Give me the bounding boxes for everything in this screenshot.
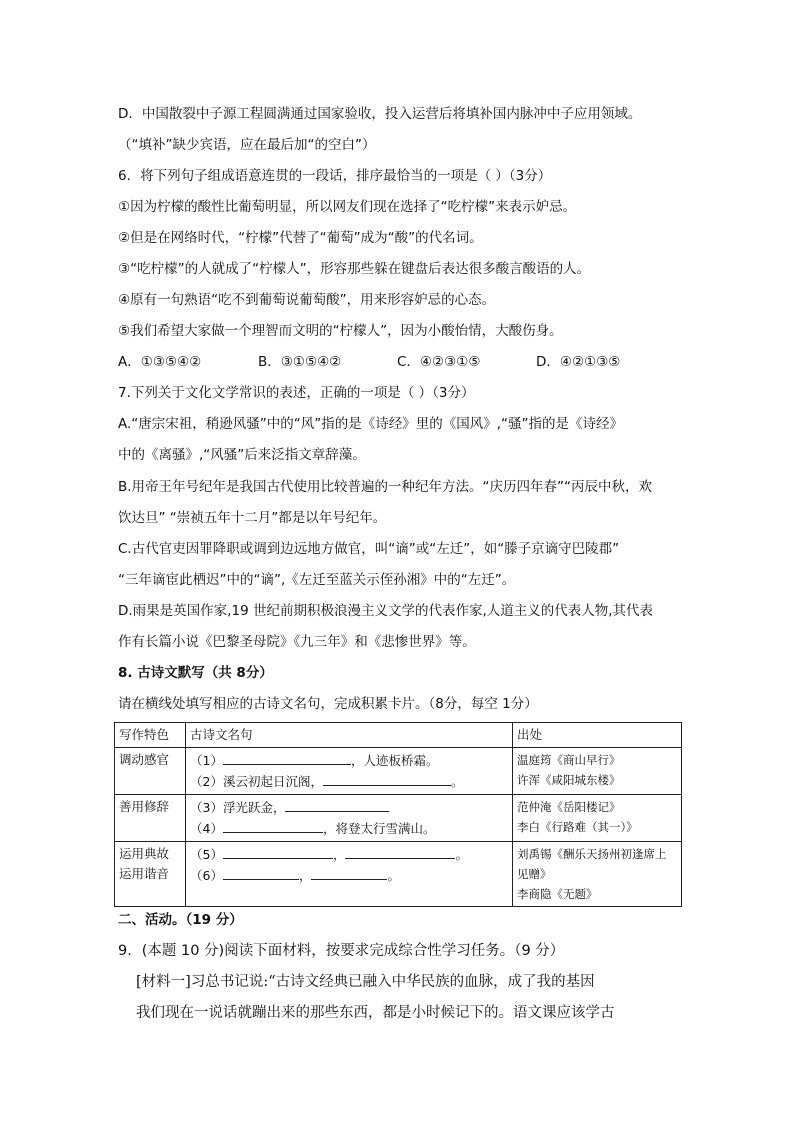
- answer-blank-2[interactable]: [323, 771, 451, 786]
- source-3: 范仲淹《岳阳楼记》: [517, 800, 621, 814]
- table-row: [115, 748, 682, 795]
- option-d-note: （“填补”缺少宾语，应在最后加“的空白”）: [118, 137, 376, 153]
- option-d: D．中国散裂中子源工程圆满通过国家验收，投入运营后将填补国内脉冲中子应用领域。: [118, 106, 642, 122]
- feature-cell: 善用修辞: [115, 795, 186, 842]
- source-5: 刘禹锡《酬乐天扬州初逢席上: [517, 847, 667, 861]
- line-prefix: （4）: [190, 821, 223, 836]
- answer-blank-1[interactable]: [223, 750, 351, 765]
- feature-line-2: 运用谐音: [119, 866, 170, 881]
- header-lines: 古诗文名句: [186, 723, 513, 748]
- answer-blank-6[interactable]: [345, 844, 455, 859]
- table-header-row: [115, 723, 682, 748]
- q7-option-d-line1: D.雨果是英国作家,19 世纪前期积极浪漫主义文学的代表作家,人道主义的代表人物,其代表: [118, 603, 654, 619]
- q7-option-c-line1: C.古代官吏因罪降职或调到边远地方做官，叫“谪”或“左迁”，如“滕子京谪守巴陵郡”: [118, 541, 620, 557]
- question-8-instructions: 请在横线处填写相应的古诗文名句，完成积累卡片。（8分，每空 1分）: [118, 696, 538, 712]
- line-mid: ，: [332, 847, 346, 862]
- line-prefix: （5）: [190, 847, 223, 862]
- line-suffix: 。: [455, 847, 468, 862]
- source-cell: [513, 748, 682, 795]
- header-source: 出处: [513, 723, 682, 748]
- line-suffix: ，将登太行雪满山。: [322, 821, 436, 836]
- q6-option-c: C．④②③①⑤: [397, 354, 481, 370]
- answer-blank-4[interactable]: [223, 818, 323, 833]
- q6-option-b: B．③①⑤④②: [258, 354, 342, 370]
- q7-option-a-line1: A.“唐宗宋祖，稍逊风骚”中的“风”指的是《诗经》里的《国风》,“骚”指的是《诗经》: [118, 416, 624, 432]
- line-suffix: ，人迹板桥霜。: [350, 753, 439, 768]
- line-prefix: （3）浮光跃金，: [190, 800, 286, 815]
- question-7-stem: 7.下列关于文化文学常识的表述，正确的一项是（ ）（3分）: [118, 385, 475, 401]
- answer-blank-8[interactable]: [311, 865, 387, 880]
- question-8-title: 8. 古诗文默写（共 8分）: [118, 665, 273, 681]
- q7-option-b-line2: 饮达旦” “崇祯五年十二月”都是以年号纪年。: [118, 510, 387, 526]
- line-mid: ，: [298, 868, 312, 883]
- q7-option-a-line2: 中的《离骚》,“风骚”后来泛指文章辞藻。: [118, 447, 366, 463]
- line-prefix: （1）: [190, 753, 223, 768]
- line-suffix: 。: [450, 774, 464, 789]
- q6-option-d: D．④②①③⑤: [536, 354, 621, 370]
- lines-cell: [186, 748, 513, 795]
- lines-cell: [186, 795, 513, 842]
- sentence-4: ④原有一句熟语“吃不到葡萄说葡萄酸”，用来形容妒忌的心态。: [118, 292, 496, 308]
- q7-option-c-line2: “三年谪宦此栖迟”中的“谪”,《左迁至蓝关示侄孙湘》中的“左迁”。: [118, 572, 516, 588]
- source-4: 李白《行路难（其一）》: [517, 820, 638, 834]
- q7-option-b-line1: B.用帝王年号纪年是我国古代使用比较普遍的一种纪年方法。“庆历四年春”“丙辰中秋，欢: [118, 479, 653, 495]
- q6-option-a: A．①③⑤④②: [118, 354, 202, 370]
- table-row: [115, 795, 682, 842]
- lines-cell: [186, 842, 513, 907]
- source-1: 温庭筠《商山早行》: [517, 753, 621, 767]
- material-1-line1: [材料一]习总书记说:“古诗文经典已融入中华民族的血脉，成了我的基因: [136, 974, 595, 990]
- answer-blank-7[interactable]: [223, 865, 299, 880]
- source-cell: [513, 842, 682, 907]
- answer-blank-3[interactable]: [285, 797, 389, 812]
- sentence-3: ③“吃柠檬”的人就成了“柠檬人”，形容那些躲在键盘后表达很多酸言酸语的人。: [118, 261, 591, 277]
- header-feature: 写作特色: [115, 723, 186, 748]
- line-prefix: （2）溪云初起日沉阁，: [190, 774, 323, 789]
- answer-blank-5[interactable]: [223, 844, 333, 859]
- question-6-stem: 6．将下列句子组成语意连贯的一段话，排序最恰当的一项是（ ）（3分）: [118, 168, 552, 184]
- table-row: [115, 842, 682, 907]
- question-9-stem: 9．(本题 10 分)阅读下面材料，按要求完成综合性学习任务。（9 分）: [118, 943, 565, 959]
- sentence-2: ②但是在网络时代，“柠檬”代替了“葡萄”成为“酸”的代名词。: [118, 230, 483, 246]
- line-prefix: （6）: [190, 868, 223, 883]
- feature-cell: 调动感官: [115, 748, 186, 795]
- line-suffix: 。: [387, 868, 400, 883]
- q7-option-d-line2: 作有长篇小说《巴黎圣母院》《九三年》和《悲惨世界》等。: [118, 634, 476, 650]
- source-6: 李商隐《无题》: [517, 887, 598, 901]
- sentence-5: ⑤我们希望大家做一个理智而文明的“柠檬人”，因为小酸怡情，大酸伤身。: [118, 323, 563, 339]
- section-2-heading: 二、活动。（19 分）: [118, 912, 243, 928]
- material-1-line2: 我们现在一说话就蹦出来的那些东西，都是小时候记下的。语文课应该学古: [136, 1005, 615, 1021]
- feature-line-1: 运用典故: [119, 846, 170, 861]
- sentence-1: ①因为柠檬的酸性比葡萄明显，所以网友们现在选择了“吃柠檬”来表示妒忌。: [118, 199, 577, 215]
- source-5-cont: 见赠》: [517, 867, 552, 881]
- source-cell: [513, 795, 682, 842]
- feature-cell: [115, 842, 186, 907]
- accumulation-card-table: [114, 722, 682, 907]
- source-2: 许浑《咸阳城东楼》: [517, 773, 621, 787]
